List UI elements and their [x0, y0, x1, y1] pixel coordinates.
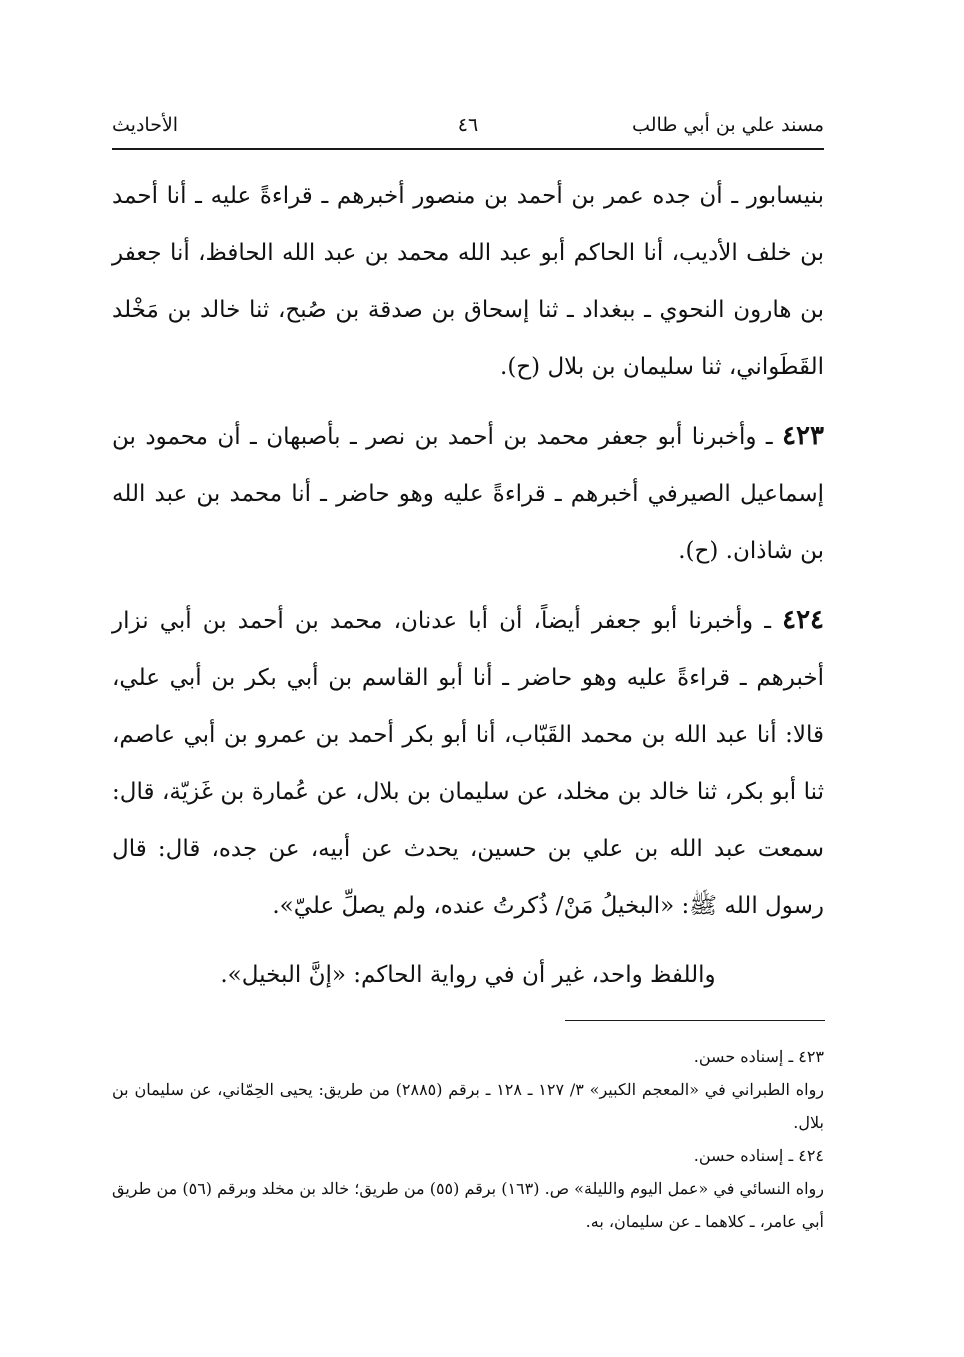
hadith-number: ٤٢٣	[782, 421, 824, 451]
footnote-divider	[565, 1020, 825, 1021]
page-number: ٤٦	[457, 114, 479, 136]
hadith-number: ٤٢٤	[782, 605, 825, 635]
footnote-423-heading: ٤٢٣ ـ إسناده حسن.	[693, 1047, 824, 1066]
footnote-423-text: رواه الطبراني في «المعجم الكبير» ٣/ ١٢٧ ـ ١٢٨ ـ برقم (٢٨٨٥) من طريق: يحيى الحِمّاني، عن سليمان بن بلال.	[112, 1080, 825, 1132]
paragraph-continuation: بنيسابور ـ أن جده عمر بن أحمد بن منصور أخبرهم ـ قراءةً عليه ـ أنا أحمد بن خلف الأديب، أنا الحاكم أبو عبد الله محمد بن عبد الله الحافظ، أنا جعفر بن هارون النحوي ـ ببغداد ـ ثنا إسحاق بن صدقة بن صُبح، ثنا خالد بن مَخْلد القَطَواني، ثنا سليمان بن بلال (ح).	[112, 183, 824, 380]
footnote-424-heading: ٤٢٤ ـ إسناده حسن.	[693, 1146, 824, 1165]
running-header	[112, 112, 824, 150]
footnotes	[112, 1040, 824, 1238]
hadith-423	[112, 408, 824, 580]
footnote-424-text: رواه النسائي في «عمل اليوم والليلة» ص. (١٦٣) برقم (٥٥) من طريق؛ خالد بن مخلد وبرقم (٥٦) من طريق أبي عامر، ـ كلاهما ـ عن سليمان، به.	[112, 1179, 825, 1231]
main-text	[112, 168, 824, 1016]
book-title: مسند علي بن أبي طالب	[632, 114, 824, 136]
section-title: الأحاديث	[112, 114, 179, 136]
hadith-424	[112, 592, 824, 935]
hadith-text: ـ وأخبرنا أبو جعفر أيضاً، أن أبا عدنان، محمد بن أحمد بن أبي نزار أخبرهم ـ قراءةً عليه وهو حاضر ـ أنا أبو القاسم بن أبي بكر بن أبي علي، قالا: أنا عبد الله بن محمد القَبّاب، أنا أبو بكر أحمد بن عمرو بن أبي عاصم، ثنا أبو بكر، ثنا خالد بن مخلد، عن سليمان بن بلال، عن عُمارة بن غَزيّة، قال: سمعت عبد الله بن علي بن حسين، يحدث عن أبيه، عن جده، قال: قال رسول الله ﷺ: «البخيلُ مَنْ/ ذُكرتُ عنده، ولم يصلِّ عليّ».	[112, 608, 824, 919]
closing-note: واللفظ واحد، غير أن في رواية الحاكم: «إنَّ البخيل».	[220, 962, 716, 988]
hadith-text: ـ وأخبرنا أبو جعفر محمد بن أحمد بن نصر ـ بأصبهان ـ أن محمود بن إسماعيل الصيرفي أخبرهم ـ قراءةً عليه وهو حاضر ـ أنا محمد بن عبد الله بن شاذان. (ح).	[112, 424, 824, 564]
